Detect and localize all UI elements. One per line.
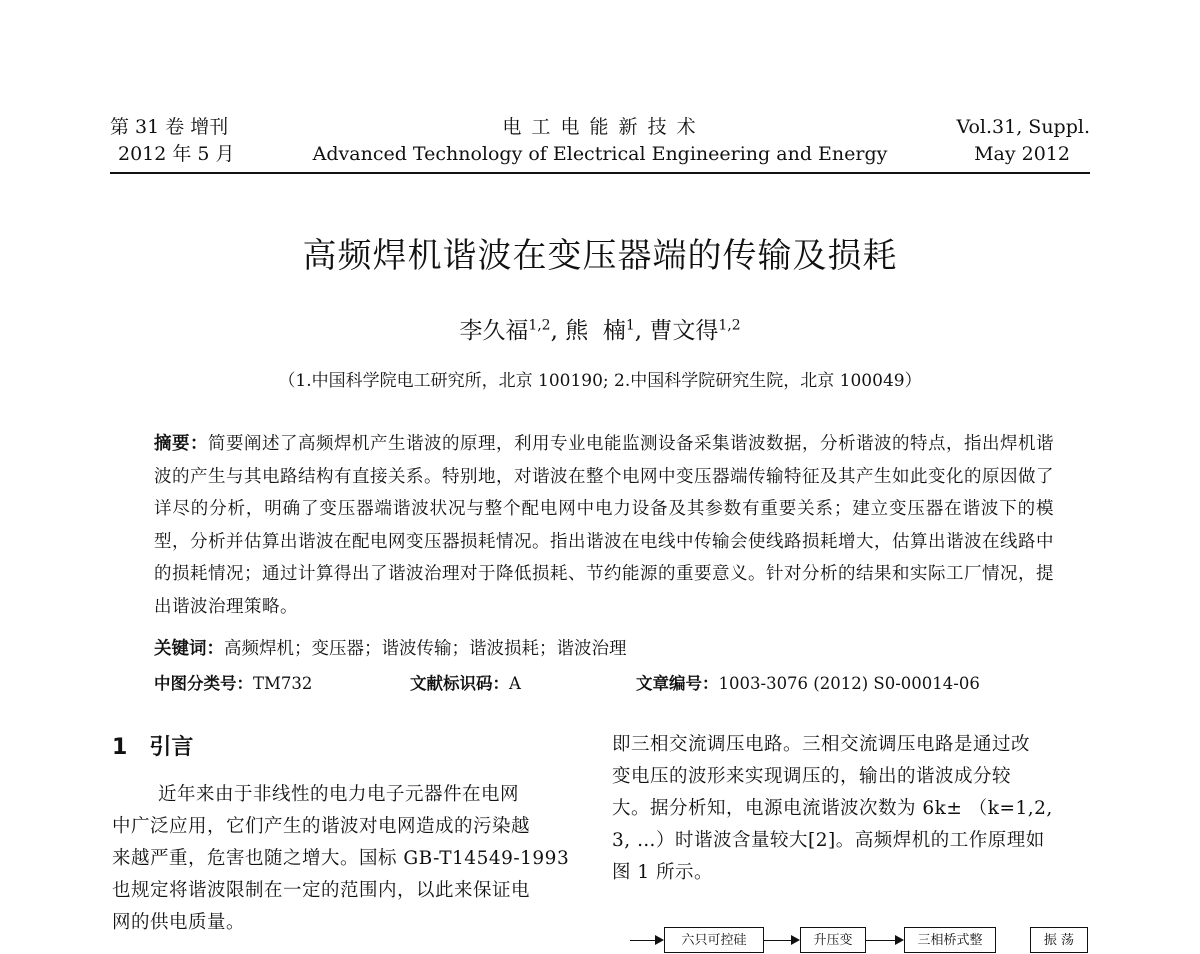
author-affil-mark: 1,2 bbox=[528, 317, 551, 334]
diagram-block-oscillator: 振 荡 bbox=[1030, 927, 1088, 953]
text-line: 来越严重，危害也随之增大。国标 GB-T14549-1993 bbox=[112, 848, 570, 869]
left-column-paragraph bbox=[112, 779, 592, 939]
arrow-head bbox=[895, 935, 904, 945]
text-line: 网的供电质量。 bbox=[112, 912, 246, 933]
text-line: 大。据分析知，电源电流谐波次数为 6k± （k=1,2, bbox=[612, 798, 1053, 819]
author-name: 李久福 bbox=[459, 318, 529, 344]
diagram-block-scr: 六只可控硅 bbox=[664, 927, 764, 953]
right-column-paragraph bbox=[612, 729, 1102, 889]
date-cn: 2012 年 5 月 bbox=[118, 143, 235, 165]
author-affil-mark: 1 bbox=[625, 317, 635, 334]
affiliation: （1.中国科学院电工研究所，北京 100190; 2.中国科学院研究生院，北京 100049） bbox=[278, 371, 922, 391]
author-list: 李久福$^{1,2}$, 熊 楠$^1$, 曹文得$^{1,2}$ bbox=[459, 317, 741, 344]
author-affil-mark: 1,2 bbox=[718, 317, 741, 334]
volume-en: Vol.31, Suppl. bbox=[956, 116, 1090, 138]
keywords-text: 高频焊机；变压器；谐波传输；谐波损耗；谐波治理 bbox=[224, 639, 627, 659]
abstract-label: 摘要： bbox=[154, 434, 208, 454]
arrow-head bbox=[655, 935, 664, 945]
section-heading: 1 引言 bbox=[112, 735, 194, 760]
article-number: 文章编号：1003-3076 (2012) S0-00014-06 bbox=[636, 674, 980, 693]
diagram-block-rectifier: 三相桥式整 bbox=[904, 927, 996, 953]
text-line: 近年来由于非线性的电力电子元器件在电网 bbox=[158, 784, 520, 805]
abstract-text: 简要阐述了高频焊机产生谐波的原理，利用专业电能监测设备采集谐波数据，分析谐波的特点，指出焊机谐波的产生与其电路结构有直接关系。特别地，对谐波在整个电网中变压器端传输特征及其产生如此变化的原因做了详尽的分析，明确了变压器端谐波状况与整个配电网中电力设备及其参数有重要关系；建立变压器在谐波下的模型，分析并估算出谐波在配电网变压器损耗情况。指出谐波在电线中传输会使线路损耗增大，估算出谐波在线路中的损耗情况；通过计算得出了谐波治理对于降低损耗、节约能源的重要意义。针对分析的结果和实际工厂情况，提出谐波治理策略。 bbox=[154, 434, 1054, 617]
keywords bbox=[154, 633, 627, 665]
text-line: 变电压的波形来实现调压的，输出的谐波成分较 bbox=[612, 766, 1012, 787]
volume-cn: 第 31 卷 增刊 bbox=[110, 116, 229, 138]
paper-title: 高频焊机谐波在变压器端的传输及损耗 bbox=[302, 236, 898, 276]
journal-title-en: Advanced Technology of Electrical Engineering and Energy bbox=[312, 143, 888, 165]
document-code: 文献标识码：A bbox=[410, 674, 521, 693]
header-rule bbox=[110, 172, 1090, 174]
text-line: 图 1 所示。 bbox=[612, 862, 714, 883]
author-name: 曹文得 bbox=[649, 318, 719, 344]
author-name: 熊 楠 bbox=[565, 318, 626, 344]
text-line: 3, …）时谐波含量较大[2]。高频焊机的工作原理如 bbox=[612, 830, 1045, 851]
text-line: 即三相交流调压电路。三相交流调压电路是通过改 bbox=[612, 734, 1031, 755]
arrow-head bbox=[791, 935, 800, 945]
date-en: May 2012 bbox=[974, 143, 1070, 165]
text-line: 中广泛应用，它们产生的谐波对电网造成的污染越 bbox=[112, 816, 531, 837]
text-line: 也规定将谐波限制在一定的范围内，以此来保证电 bbox=[112, 880, 531, 901]
abstract bbox=[154, 428, 1054, 623]
keywords-label: 关键词： bbox=[154, 639, 224, 659]
journal-title-cn: 电 工 电 能 新 技 术 bbox=[502, 116, 698, 138]
clc-number: 中图分类号：TM732 bbox=[154, 674, 313, 693]
diagram-block-transformer: 升压变 bbox=[800, 927, 866, 953]
